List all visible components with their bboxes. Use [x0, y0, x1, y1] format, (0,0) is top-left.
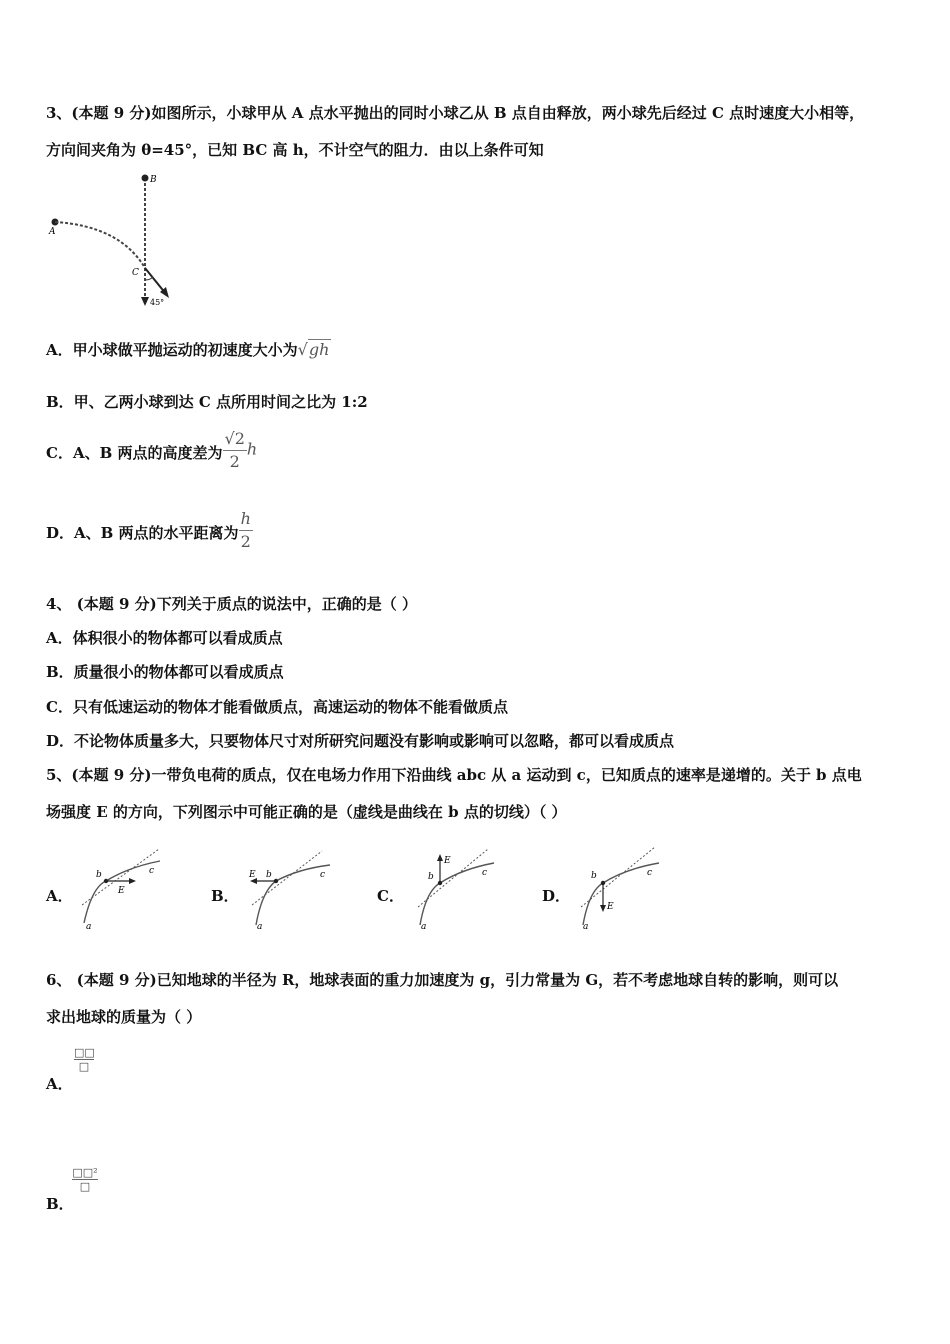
- fraction-denominator: 2: [240, 532, 251, 551]
- q3-stem-line1: 3、(本题 9 分)如图所示，小球甲从 A 点水平抛出的同时小球乙从 B 点自由释放，两小球先后经过 C 点时速度大小相等，: [46, 104, 865, 122]
- fraction-numerator: □□: [74, 1046, 95, 1059]
- q5-figure-a[interactable]: [74, 845, 169, 933]
- fraction-numerator: h: [239, 508, 253, 531]
- sqrt-radicand: gh: [308, 340, 330, 359]
- option-letter: C．: [46, 443, 73, 462]
- option-text: A、B 两点的水平距离为: [74, 523, 239, 542]
- label-c: c: [482, 868, 488, 878]
- label-e: E: [607, 902, 614, 912]
- q5-figure-b[interactable]: [242, 845, 337, 933]
- q6-stem-line1: 6、 (本题 9 分)已知地球的半径为 R，地球表面的重力加速度为 g，引力常量为 G，若不考虑地球自转的影响，则可以: [46, 971, 839, 989]
- q3-option-b[interactable]: B．甲、乙两小球到达 C 点所用时间之比为 1:2: [46, 393, 368, 411]
- label-e: E: [118, 886, 125, 896]
- fraction-denominator: □: [79, 1180, 91, 1193]
- label-a: a: [421, 922, 427, 932]
- q6-stem-line2: 求出地球的质量为（ ）: [46, 1008, 202, 1026]
- e-field-arrowhead: [129, 878, 136, 884]
- q4-option-d[interactable]: D．不论物体质量多大，只要物体尺寸对所研究问题没有影响或影响可以忽略，都可以看成质点: [46, 732, 675, 750]
- q4-option-c[interactable]: C．只有低速运动的物体才能看做质点，高速运动的物体不能看做质点: [46, 698, 508, 716]
- label-a: A: [49, 227, 56, 237]
- option-letter: D．: [46, 523, 75, 542]
- label-b: b: [96, 870, 102, 880]
- q5-option-a-label[interactable]: A．: [46, 887, 73, 905]
- label-c: c: [149, 866, 155, 876]
- fraction: [74, 1046, 94, 1073]
- angle-arc: [145, 277, 153, 280]
- tangent-line: [252, 851, 322, 905]
- label-c: C: [132, 268, 139, 278]
- tangent-line: [82, 849, 159, 905]
- option-text: A、B 两点的高度差为: [72, 443, 223, 462]
- variable-h: h: [246, 439, 258, 459]
- option-letter: A．: [46, 341, 73, 359]
- e-field-arrowhead: [437, 854, 443, 861]
- q5-stem-line1: 5、(本题 9 分)一带负电荷的质点，仅在电场力作用下沿曲线 abc 从 a 运动到 c，已知质点的速率是递增的。关于 b 点电: [46, 766, 862, 784]
- point-b: [142, 175, 149, 182]
- q3-option-a[interactable]: [46, 340, 331, 360]
- fraction-numerator: √2: [223, 428, 247, 451]
- label-e: E: [249, 870, 256, 880]
- q3-stem-line2: 方向间夹角为 θ=45°，已知 BC 高 h，不计空气的阻力．由以上条件可知: [46, 141, 544, 159]
- fraction-denominator: 2: [229, 452, 240, 471]
- option-letter: A．: [46, 1075, 73, 1093]
- label-e: E: [444, 856, 451, 866]
- q5-stem-line2: 场强度 E 的方向，下列图示中可能正确的是（虚线是曲线在 b 点的切线）（ ）: [46, 803, 567, 821]
- parabolic-path: [55, 222, 145, 268]
- fraction-numerator: □□²: [72, 1166, 98, 1179]
- label-b: b: [266, 870, 272, 880]
- label-c: c: [647, 868, 653, 878]
- label-c: c: [320, 870, 326, 880]
- q3-option-c[interactable]: [46, 428, 257, 478]
- option-letter: B．: [46, 1195, 74, 1213]
- q4-stem: 4、 (本题 9 分)下列关于质点的说法中，正确的是（ ）: [46, 595, 417, 613]
- sqrt-expression: √gh: [297, 340, 330, 359]
- q4-option-a[interactable]: A．体积很小的物体都可以看成质点: [46, 629, 283, 647]
- q5-figure-d[interactable]: [573, 845, 668, 933]
- q3-option-d[interactable]: [46, 508, 253, 558]
- q6-option-a[interactable]: [46, 1046, 95, 1093]
- fraction-denominator: □: [78, 1060, 90, 1073]
- q5-option-b-label[interactable]: B．: [211, 887, 239, 905]
- label-b: b: [591, 871, 597, 881]
- q5-option-d-label[interactable]: D．: [542, 887, 571, 905]
- label-b: B: [150, 175, 157, 185]
- option-text: 甲小球做平抛运动的初速度大小为: [72, 341, 298, 359]
- fraction: [72, 1166, 98, 1193]
- q3-projectile-figure: [40, 168, 190, 313]
- label-a: a: [257, 922, 263, 932]
- fraction: [223, 428, 247, 473]
- q5-option-c-label[interactable]: C．: [377, 887, 404, 905]
- q6-option-b[interactable]: [46, 1166, 98, 1213]
- q5-figure-c[interactable]: [408, 845, 503, 933]
- label-a: a: [583, 922, 589, 932]
- fraction: [239, 508, 253, 553]
- label-a: a: [86, 922, 92, 932]
- e-field-arrowhead: [600, 905, 606, 912]
- label-angle: 45°: [150, 298, 165, 307]
- velocity-arrowhead-b: [141, 297, 149, 306]
- label-b: b: [428, 872, 434, 882]
- q4-option-b[interactable]: B．质量很小的物体都可以看成质点: [46, 663, 284, 681]
